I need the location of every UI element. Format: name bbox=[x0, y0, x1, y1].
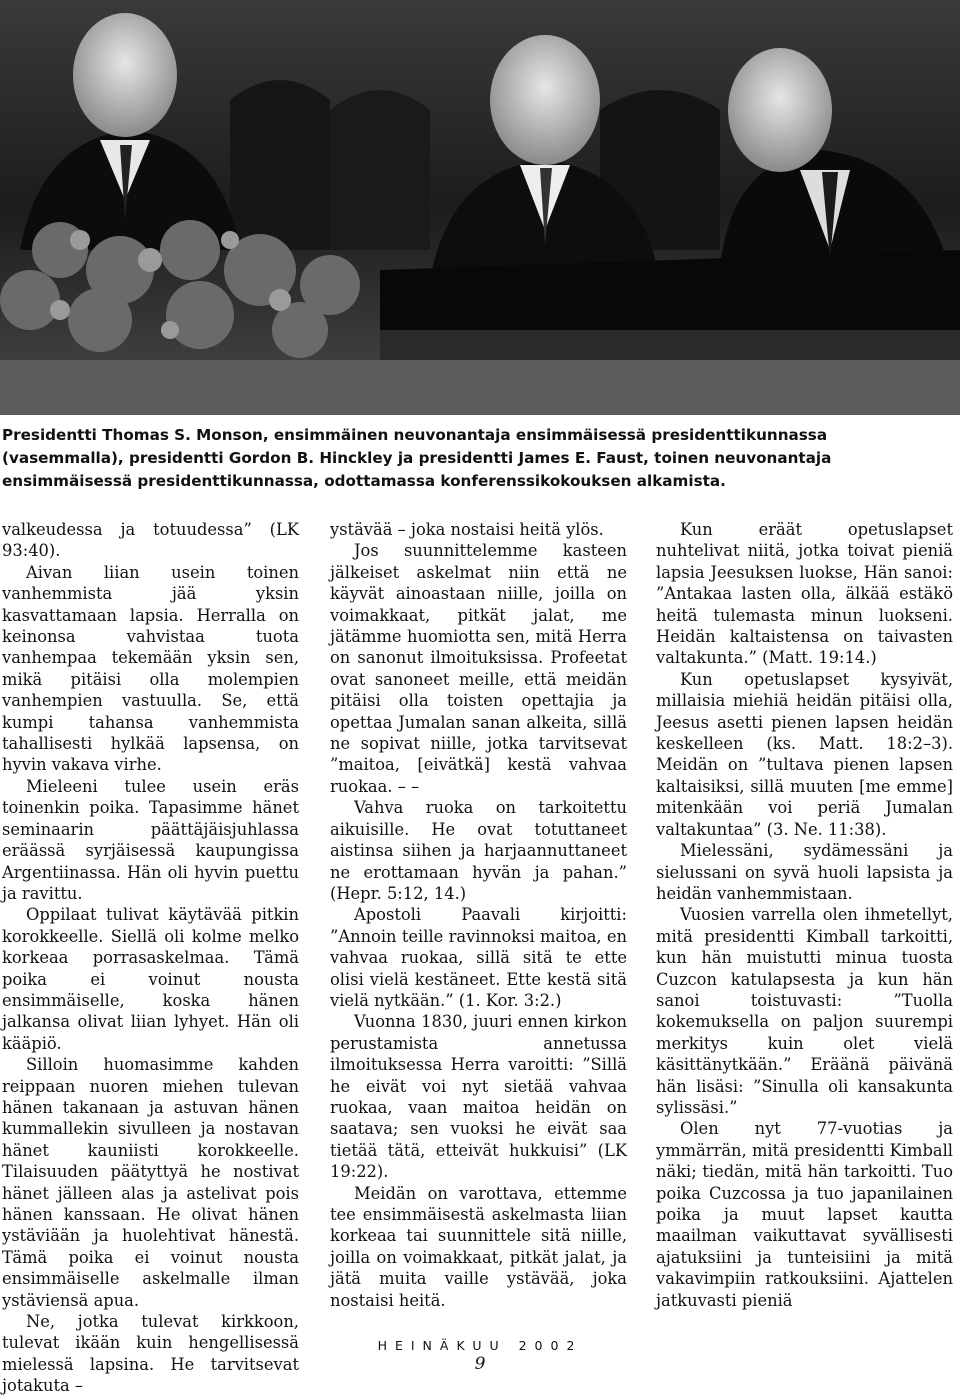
paragraph: Mieleeni tulee usein eräs toinenkin poika. Tapasimme hänet seminaarin päättäjäisjuhlassa eräässä syrjäisessä kaupungissa Argentiinassa. Hän oli hyvin puettu ja ravittu. bbox=[2, 776, 299, 903]
page-number: 9 bbox=[474, 1354, 486, 1374]
paragraph: Apostoli Paavali kirjoitti: ”Annoin teille ravinnoksi maitoa, en vahvaa ruokaa, sillä sitä te ette olisi vielä kestäneet. Ette kestä sitä vielä nytkään.” (1. Kor. 3:2.) bbox=[330, 905, 627, 1010]
paragraph: Vuonna 1830, juuri ennen kirkon perustamista annetussa ilmoituksessa Herra varoitti: ”Sillä he eivät voi nyt sietää vahvaa ruokaa, vaan maitoa heidän on saatava; sen vuoksi he eivät saa tietää tätä, etteivät hukkuisi” (LK 19:22). bbox=[330, 1012, 627, 1182]
footer-month-year: HEINÄKUU 2002 bbox=[377, 1338, 583, 1353]
text-column-2 bbox=[330, 519, 627, 1311]
paragraph: Kun eräät opetuslapset nuhtelivat niitä, jotka toivat pieniä lapsia Jeesuksen luokse, Hän sanoi: ”Antakaa lasten olla, älkää estäkö heitä tulemasta minun luokseni. Heidän kaltaistensa on taivasten valtakunta.” (Matt. 19:14.) bbox=[656, 520, 953, 668]
text-column-3 bbox=[656, 519, 953, 1311]
paragraph: Silloin huomasimme kahden reippaan nuoren miehen tulevan hänen takanaan ja astuvan hänen kummallekin sivulleen ja nostavan hänet kauniisti korokkeelle. Tilaisuuden päätyttyä he nostivat hänet jälleen alas ja astelivat pois hänen kanssaan. He olivat hänen ystäviään ja huolehtivat hänestä. Tämä poika ei voinut nousta ensimmäiselle askelmalle ilman ystäviensä apua. bbox=[2, 1055, 299, 1310]
paragraph: Jos suunnittelemme kasteen jälkeiset askelmat niin että ne käyvät ainoastaan niille, joilla on voimakkaat, pitkät jalat, me jätämme huomiotta sen, mitä Herra on sanonut ilmoituksissa. Profeetat ovat sanoneet meille, että meidän pitäisi olla toisten opettajia ja opettaa Jumalan sanan alkeita, sillä ne sopivat niille, jotka tarvitsevat ”maitoa, [eivätkä] kestä vahvaa ruokaa. – – bbox=[330, 541, 627, 796]
photo-three-men-seated bbox=[0, 0, 960, 415]
paragraph: Aivan liian usein toinen vanhemmista jää yksin kasvattamaan lapsia. Herralla on keinonsa vahvistaa tuota vanhempaa tekemään yksin sen, mikä pitäisi olla molempien vanhempien vastuulla. Se, että kumpi tahansa vanhemmista tahallisesti hylkää lapsensa, on hyvin vakava virhe. bbox=[2, 562, 299, 775]
photo-caption: Presidentti Thomas S. Monson, ensimmäinen neuvonantaja ensimmäisessä presidenttikunnassa (vasemmalla), presidentti Gordon B. Hinckley ja presidentti James E. Faust, toinen neuvonantaja ensimmäisessä presidenttikunnassa, odottamassa konferenssikokouksen alkamista. bbox=[2, 426, 832, 490]
paragraph: Kun opetuslapset kysyivät, millaisia miehiä heidän pitäisi olla, Jeesus asetti pienen lapsen heidän keskelleen (ks. Matt. 18:2–3). Meidän on ”tultava pienen lapsen kaltaisiksi, sillä muuten [me emme] mitenkään voi periä Jumalan valtakuntaa” (3. Ne. 11:38). bbox=[656, 669, 953, 839]
photo-illustration bbox=[0, 0, 960, 415]
text-column-1 bbox=[2, 519, 299, 1397]
paragraph: valkeudessa ja totuudessa” (LK 93:40). bbox=[2, 520, 299, 561]
paragraph: Vuosien varrella olen ihmetellyt, mitä presidentti Kimball tarkoitti, kun hän muistutti minua tuosta Cuzcon katulapsesta ja kun hän sanoi toistuvasti: ”Tuolla kokemuksella on paljon suurempi merkitys kuin olet vielä käsittänytkään.” Eräänä päivänä hän lisäsi: ”Sinulla oli kansakunta sylissäsi.” bbox=[656, 905, 953, 1117]
paragraph: Ne, jotka tulevat kirkkoon, tulevat ikään kuin hengellisessä mielessä lapsina. He tarvitsevat jotakuta – bbox=[2, 1312, 299, 1396]
paragraph: ystävää – joka nostaisi heitä ylös. bbox=[330, 520, 604, 539]
paragraph: Olen nyt 77-vuotias ja ymmärrän, mitä presidentti Kimball näki; tiedän, mitä hän tarkoitti. Tuo poika Cuzcossa ja tuo japanilainen poika ja muut lapset kautta maailman vaikuttavat syvällisesti ajatuksiini ja tunteisiini ja mitä vakavimpiin ratkouksiini. Ajattelen jatkuvasti pieniä bbox=[656, 1119, 953, 1310]
paragraph: Meidän on varottava, ettemme tee ensimmäisestä askelmasta liian korkeaa tai suunnittele sitä niille, joilla on voimakkaat, pitkät jalat, ja jätä muita vaille ystävää, joka nostaisi heitä. bbox=[330, 1183, 627, 1310]
paragraph: Vahva ruoka on tarkoitettu aikuisille. He ovat totuttaneet aistinsa siihen ja harjaannuttaneet ne erottamaan hyvän ja pahan.” (Hepr. 5:12, 14.) bbox=[330, 798, 627, 903]
paragraph: Mielessäni, sydämessäni ja sielussani on syvä huoli lapsista ja heidän vanhemmistaan. bbox=[656, 841, 953, 903]
paragraph: Oppilaat tulivat käytävää pitkin korokkeelle. Siellä oli kolme melko korkeaa porrasaskelmaa. Tämä poika ei voinut nousta ensimmäiselle, koska hänen jalkansa olivat liian lyhyet. Hän oli kääpiö. bbox=[2, 905, 299, 1053]
